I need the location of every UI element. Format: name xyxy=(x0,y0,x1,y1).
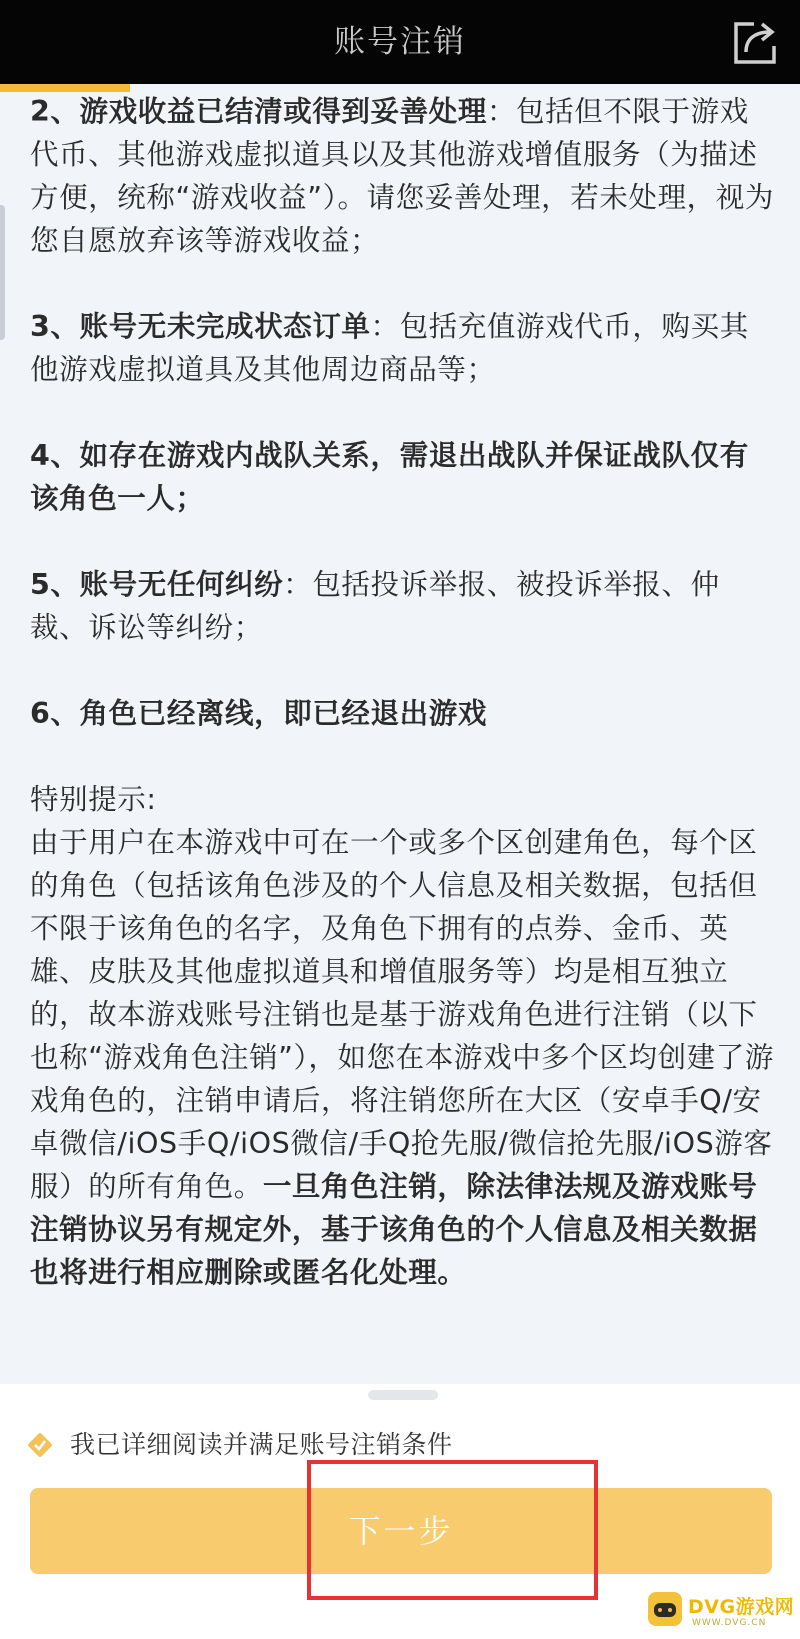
top-bar xyxy=(0,0,800,84)
condition-6: 6、角色已经离线，即已经退出游戏 xyxy=(30,697,487,730)
watermark-subtext: WWW.DVG.CN xyxy=(692,1618,767,1628)
special-notice-title: 特别提示: xyxy=(30,783,157,816)
condition-3-heading: 3、账号无未完成状态订单 xyxy=(30,310,371,343)
condition-2-body: ：包括但不限于游戏代币、其他游戏虚拟道具以及其他游戏增值服务（为描述方便，统称“游戏收益”）。请您妥善处理，若未处理，视为您自愿放弃该等游戏收益； xyxy=(30,95,774,257)
condition-2 xyxy=(30,90,775,262)
watermark-text: DVG游戏网 xyxy=(688,1596,795,1618)
next-step-button[interactable]: 下一步 xyxy=(30,1488,772,1574)
terms-text xyxy=(30,90,775,1294)
special-notice-bold: 一旦角色注销，除法律法规及游戏账号注销协议另有规定外，基于该角色的个人信息及相关数据也将进行相应删除或匿名化处理。 xyxy=(30,1170,758,1289)
agree-label: 我已详细阅读并满足账号注销条件 xyxy=(70,1430,453,1459)
drag-handle[interactable] xyxy=(368,1390,438,1400)
agree-checkbox-row[interactable] xyxy=(26,1425,626,1465)
watermark-logo xyxy=(648,1588,798,1634)
special-notice xyxy=(30,778,775,1294)
condition-3 xyxy=(30,305,775,391)
condition-3-body: ：包括充值游戏代币，购买其他游戏虚拟道具及其他周边商品等； xyxy=(30,310,749,386)
share-export-icon[interactable] xyxy=(730,18,780,68)
terms-scroll-area[interactable] xyxy=(0,84,800,1384)
page-title: 账号注销 xyxy=(334,24,466,60)
special-notice-body: 由于用户在本游戏中可在一个或多个区创建角色，每个区的角色（包括该角色涉及的个人信息及相关数据，包括但不限于该角色的名字，及角色下拥有的点券、金币、英雄、皮肤及其他虚拟道具和增值服务等）均是相互独立的，故本游戏账号注销也是基于游戏角色进行注销（以下也称“游戏角色注销”），如您在本游戏中多个区均创建了游戏角色的，注销申请后，将注销您所在大区（安卓手Q/安卓微信/iOS手Q/iOS微信/手Q抢先服/微信抢先服/iOS游客服）的所有角色。 xyxy=(30,826,774,1203)
scroll-accent-bar xyxy=(0,84,130,92)
condition-5-heading: 5、账号无任何纠纷 xyxy=(30,568,284,601)
condition-2-heading: 2、游戏收益已结清或得到妥善处理 xyxy=(30,95,487,128)
gamepad-icon xyxy=(648,1592,682,1626)
condition-5 xyxy=(30,563,775,649)
edge-tab xyxy=(0,205,5,340)
condition-5-body: ：包括投诉举报、被投诉举报、仲裁、诉讼等纠纷； xyxy=(30,568,720,644)
diamond-check-icon[interactable] xyxy=(26,1431,54,1459)
condition-4: 4、如存在游戏内战队关系，需退出战队并保证战队仅有该角色一人； xyxy=(30,439,749,515)
